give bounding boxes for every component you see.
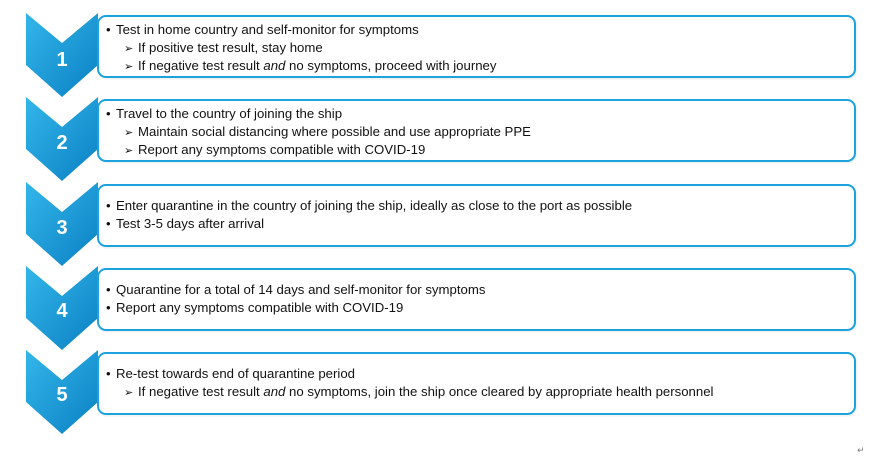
sub-bullet-line (116, 383, 714, 402)
line-text: and (263, 384, 286, 399)
bullet-dot-icon: • (106, 366, 111, 381)
line-text: Test in home country and self-monitor for symptoms (116, 22, 419, 37)
line-text: Report any symptoms compatible with COVID-19 (116, 300, 404, 315)
line-text: Maintain social distancing where possible and use appropriate PPE (138, 124, 531, 139)
step-1 (0, 13, 892, 93)
line-text: no symptoms, proceed with journey (285, 58, 497, 73)
arrowhead-right-icon: ➢ (124, 61, 134, 73)
line-text: and (263, 58, 286, 73)
line-text: no symptoms, join the ship once cleared by appropriate health personnel (285, 384, 714, 399)
return-mark-icon: ↵ (857, 446, 865, 456)
step-box (97, 184, 856, 247)
line-text: Report any symptoms compatible with COVID-19 (138, 142, 426, 157)
bullet-dot-icon: • (106, 300, 111, 315)
arrowhead-right-icon: ➢ (124, 127, 134, 139)
step-4 (0, 266, 892, 346)
bullet-line (106, 299, 403, 317)
bullet-dot-icon: • (106, 106, 111, 121)
step-box (97, 15, 856, 78)
bullet-line (106, 21, 419, 39)
bullet-line (106, 105, 342, 123)
bullet-line (106, 215, 264, 233)
bullet-dot-icon: • (106, 22, 111, 37)
sub-bullet-line (116, 123, 531, 142)
step-box (97, 352, 856, 415)
bullet-line (106, 281, 485, 299)
step-3 (0, 182, 892, 262)
bullet-line (106, 365, 355, 383)
sub-bullet-line (116, 141, 425, 160)
step-number: 4 (56, 300, 68, 322)
step-number: 3 (56, 217, 68, 239)
step-number: 5 (56, 384, 68, 406)
line-text: Re-test towards end of quarantine period (116, 366, 355, 381)
step-number: 1 (56, 49, 68, 71)
line-text: If positive test result, stay home (138, 40, 323, 55)
bullet-dot-icon: • (106, 282, 111, 297)
line-text: Enter quarantine in the country of joining the ship, ideally as close to the port as possible (116, 198, 633, 213)
arrowhead-right-icon: ➢ (124, 145, 134, 157)
arrowhead-right-icon: ➢ (124, 387, 134, 399)
step-2 (0, 97, 892, 177)
step-number: 2 (56, 132, 68, 154)
bullet-dot-icon: • (106, 198, 111, 213)
bullet-dot-icon: • (106, 216, 111, 231)
line-text: Test 3-5 days after arrival (116, 216, 265, 231)
step-box (97, 268, 856, 331)
step-box (97, 99, 856, 162)
line-text: If negative test result (138, 384, 264, 399)
sub-bullet-line (116, 57, 496, 76)
line-text: If negative test result (138, 58, 264, 73)
line-text: Quarantine for a total of 14 days and self-monitor for symptoms (116, 282, 486, 297)
step-5 (0, 350, 892, 430)
sub-bullet-line (116, 39, 323, 58)
line-text: Travel to the country of joining the ship (116, 106, 343, 121)
bullet-line (106, 197, 632, 215)
arrowhead-right-icon: ➢ (124, 43, 134, 55)
